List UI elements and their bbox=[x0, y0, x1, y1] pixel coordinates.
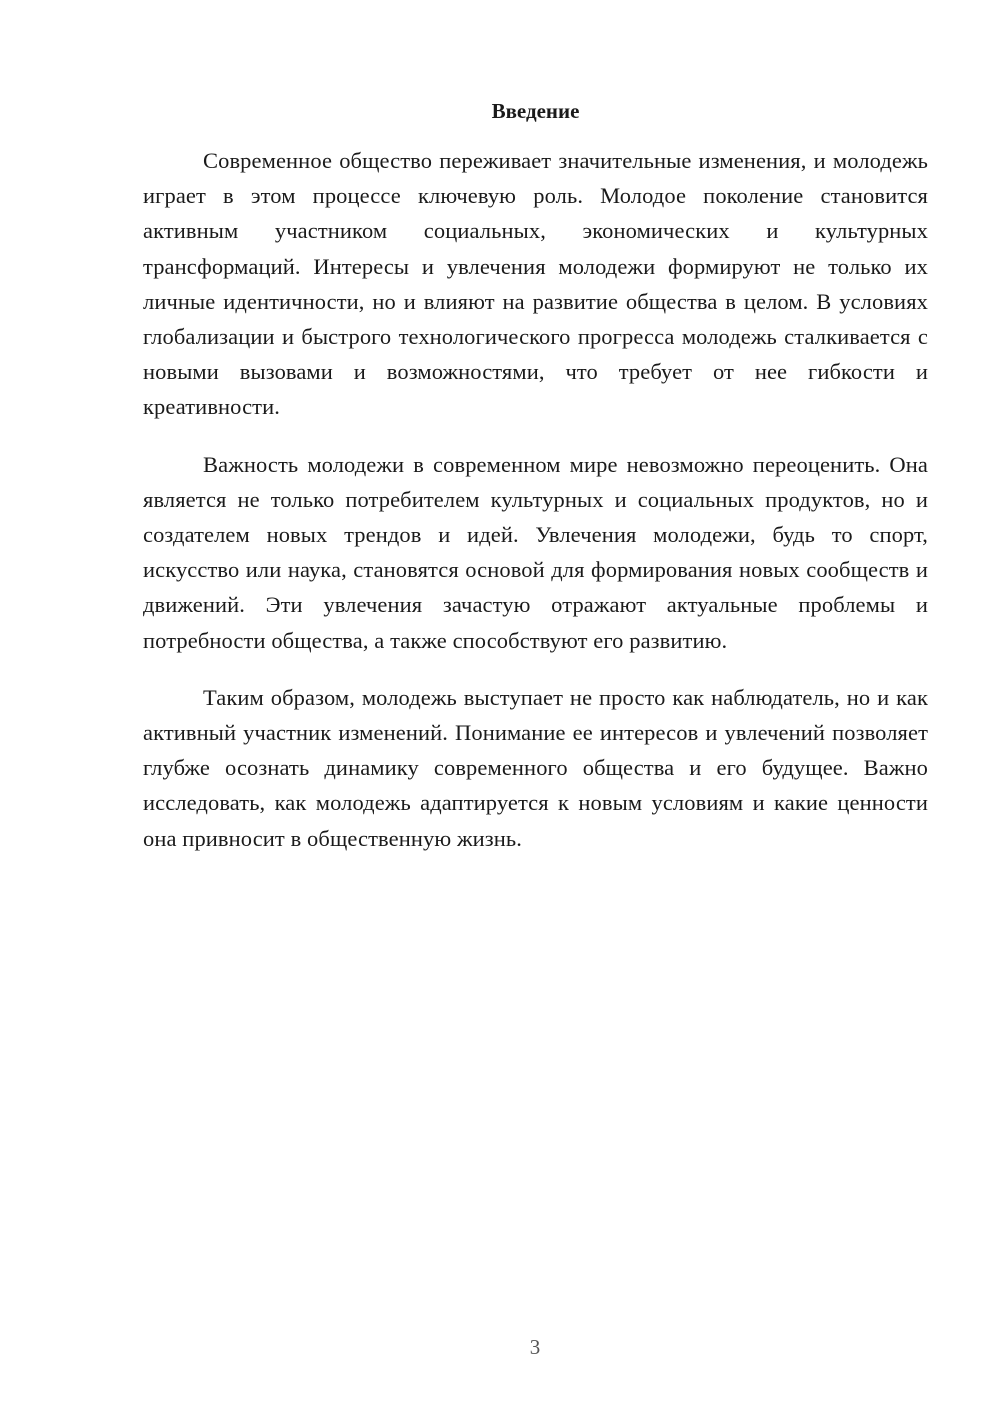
paragraph-2: Важность молодежи в современном мире невозможно переоценить. Она является не только потребителем культурных и социальных продуктов, но и создателем новых трендов и идей. Увлечения молодежи, будь то спорт, искусство или наука, становятся основой для формирования новых сообществ и движений. Эти увлечения зачастую отражают актуальные проблемы и потребности общества, а также способствуют его развитию. bbox=[143, 451, 928, 653]
paragraph-1: Современное общество переживает значительные изменения, и молодежь играет в этом процессе ключевую роль. Молодое поколение становится активным участником социальных, экономических и культурных трансформаций. Интересы и увлечения молодежи формируют не только их личные идентичности, но и влияют на развитие общества в целом. В условиях глобализации и быстрого технологического прогресса молодежь сталкивается с новыми вызовами и возможностями, что требует от нее гибкости и креативности. bbox=[143, 148, 928, 420]
document-body bbox=[143, 143, 928, 878]
page-number: 3 bbox=[529, 1335, 541, 1359]
section-heading: Введение bbox=[491, 99, 580, 123]
paragraph-3: Таким образом, молодежь выступает не просто как наблюдатель, но и как активный участник изменений. Понимание ее интересов и увлечений позволяет глубже осознать динамику современного общества и его будущее. Важно исследовать, как молодежь адаптируется к новым условиям и какие ценности она привносит в общественную жизнь. bbox=[143, 684, 928, 851]
